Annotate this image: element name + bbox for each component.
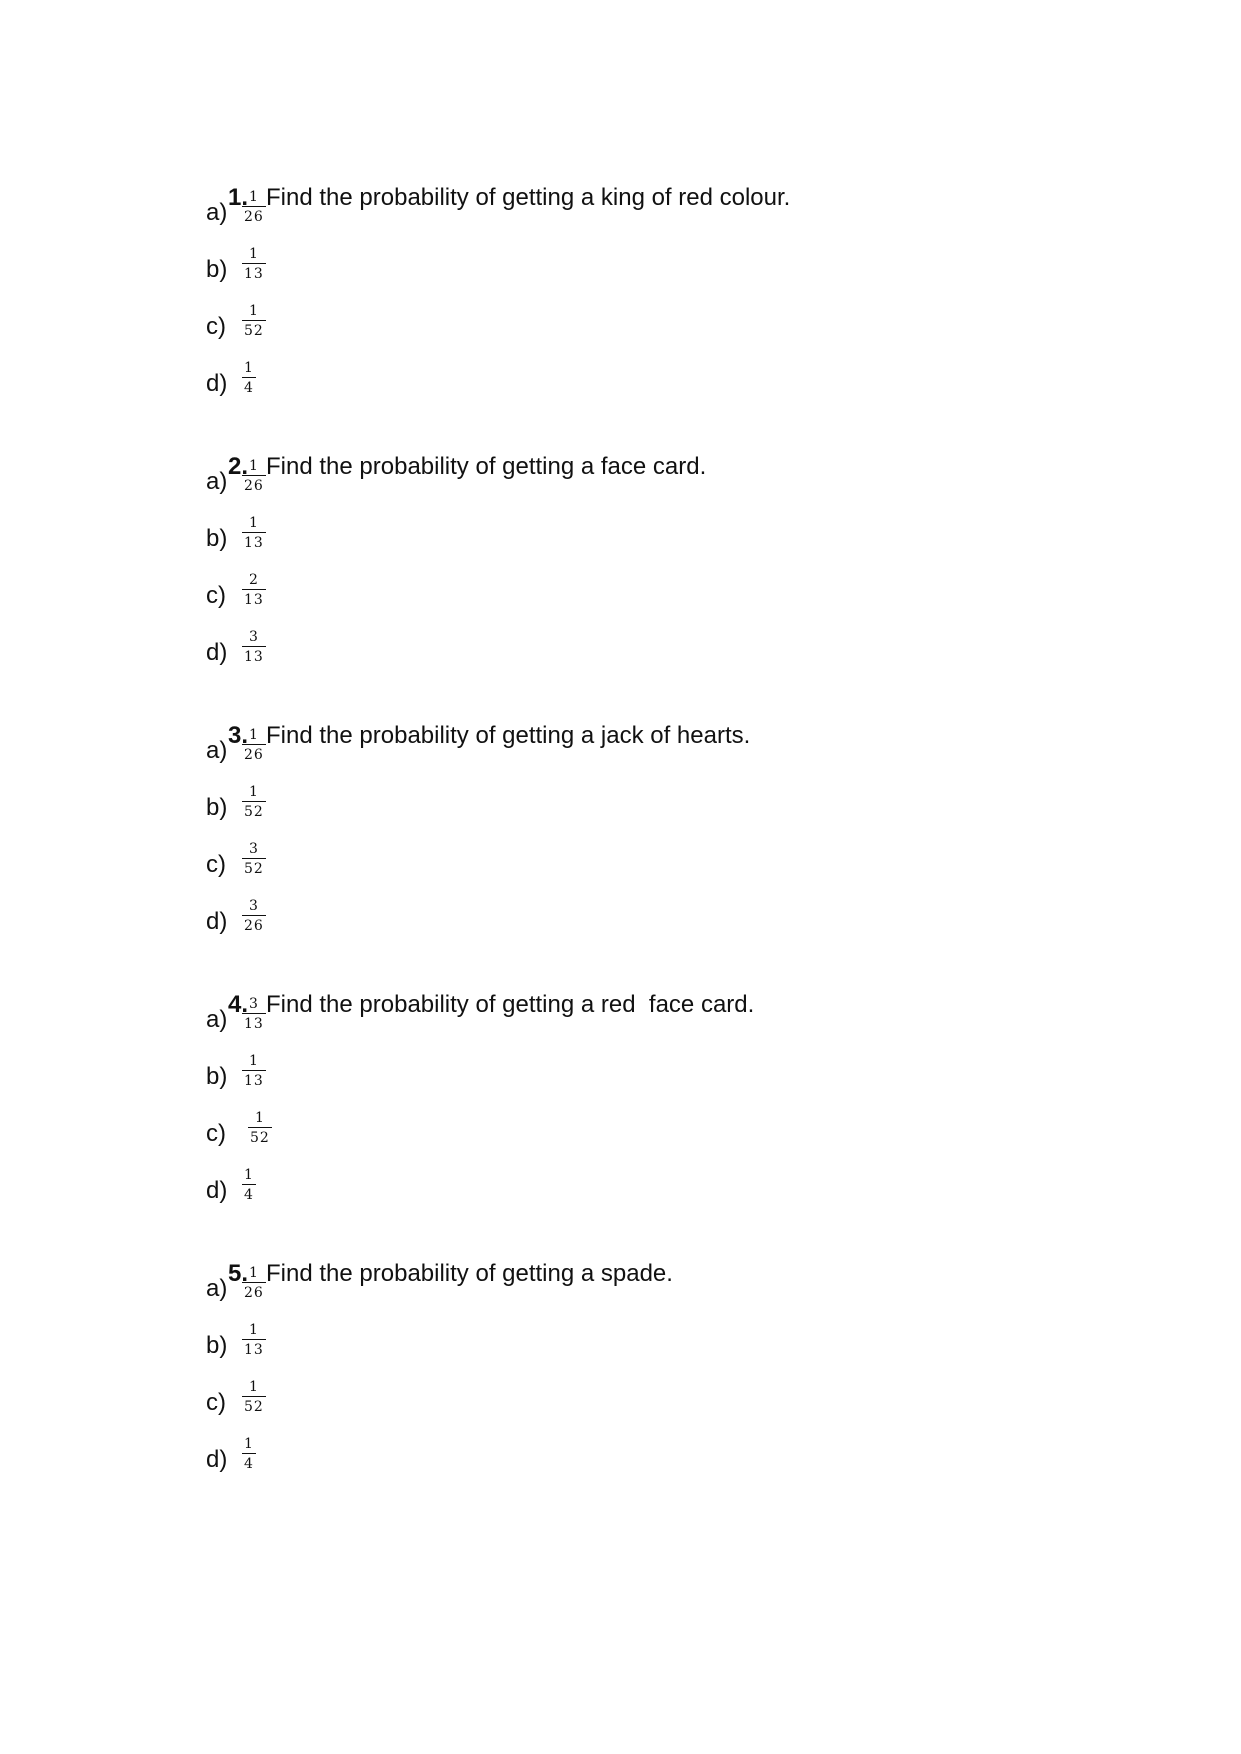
option-d: [188, 352, 1088, 409]
fraction: [242, 1264, 266, 1302]
option-letter: b): [206, 525, 228, 552]
fraction: [242, 188, 266, 226]
fraction: [242, 897, 266, 935]
numerator: 1: [248, 515, 259, 531]
numerator: 1: [244, 1436, 254, 1452]
numerator: 3: [248, 898, 259, 914]
option-letter: c): [206, 851, 226, 878]
numerator: 1: [248, 246, 259, 262]
numerator: 1: [248, 1053, 259, 1069]
question-text: Find the probability of getting a spade.: [266, 1260, 673, 1287]
option-letter: a): [206, 1275, 228, 1302]
numerator: 1: [244, 1167, 254, 1183]
option-a: [188, 719, 1088, 776]
option-a: [188, 450, 1088, 507]
option-d: [188, 621, 1088, 678]
denominator: 13: [242, 263, 266, 283]
option-letter: b): [206, 256, 228, 283]
option-letter: c): [206, 582, 226, 609]
numerator: 1: [248, 303, 259, 319]
option-d: [188, 890, 1088, 947]
option-c: [188, 1371, 1088, 1428]
fraction: [242, 995, 266, 1033]
fraction: [242, 302, 266, 340]
option-letter: a): [206, 1006, 228, 1033]
numerator: 1: [248, 727, 259, 743]
denominator: 13: [242, 532, 266, 552]
answer-options: [188, 181, 1088, 409]
denominator: 26: [242, 915, 266, 935]
fraction: [242, 359, 256, 397]
question-heading: [188, 416, 1088, 480]
option-letter: d): [206, 639, 228, 666]
option-letter: a): [206, 199, 228, 226]
question-heading: [188, 685, 1088, 749]
option-letter: b): [206, 1332, 228, 1359]
option-d: [188, 1159, 1088, 1216]
question-heading: [188, 954, 1088, 1018]
numerator: 3: [248, 996, 259, 1012]
question-5: [188, 1223, 1088, 1485]
denominator: 13: [242, 1013, 266, 1033]
denominator: 13: [242, 589, 266, 609]
denominator: 4: [242, 1453, 256, 1473]
fraction: [242, 726, 266, 764]
question-number: 2.: [228, 453, 249, 480]
question-3: [188, 685, 1088, 947]
numerator: 3: [248, 841, 259, 857]
option-b: [188, 507, 1088, 564]
denominator: 26: [242, 206, 266, 226]
answer-options: [188, 1257, 1088, 1485]
option-a: [188, 1257, 1088, 1314]
fraction: [248, 1109, 272, 1147]
option-b: [188, 238, 1088, 295]
fraction: [242, 840, 266, 878]
numerator: 1: [254, 1110, 265, 1126]
fraction: [242, 457, 266, 495]
question-number: 1.: [228, 184, 249, 211]
option-letter: d): [206, 370, 228, 397]
option-c: [188, 833, 1088, 890]
fraction: [242, 1378, 266, 1416]
fraction: [242, 1052, 266, 1090]
denominator: 52: [242, 801, 266, 821]
option-b: [188, 1045, 1088, 1102]
question-number: 5.: [228, 1260, 249, 1287]
denominator: 26: [242, 744, 266, 764]
denominator: 26: [242, 1282, 266, 1302]
question-text: Find the probability of getting a king of red colour.: [266, 184, 791, 211]
fraction: [242, 783, 266, 821]
denominator: 52: [242, 1396, 266, 1416]
denominator: 13: [242, 1339, 266, 1359]
denominator: 13: [242, 646, 266, 666]
denominator: 52: [242, 320, 266, 340]
numerator: 1: [248, 1379, 259, 1395]
option-letter: c): [206, 1389, 226, 1416]
option-d: [188, 1428, 1088, 1485]
option-letter: d): [206, 1446, 228, 1473]
fraction: [242, 628, 266, 666]
option-c: [188, 564, 1088, 621]
numerator: 3: [248, 629, 259, 645]
numerator: 1: [248, 1265, 259, 1281]
answer-options: [188, 450, 1088, 678]
fraction: [242, 514, 266, 552]
question-2: [188, 416, 1088, 678]
question-text: Find the probability of getting a face card.: [266, 453, 707, 480]
fraction: [242, 1435, 256, 1473]
option-letter: a): [206, 737, 228, 764]
fraction: [242, 571, 266, 609]
option-c: [188, 1102, 1088, 1159]
denominator: 13: [242, 1070, 266, 1090]
numerator: 2: [248, 572, 259, 588]
numerator: 1: [248, 784, 259, 800]
option-c: [188, 295, 1088, 352]
numerator: 1: [244, 360, 254, 376]
denominator: 4: [242, 1184, 256, 1204]
option-letter: d): [206, 908, 228, 935]
question-heading: [188, 1223, 1088, 1287]
option-a: [188, 988, 1088, 1045]
question-text: Find the probability of getting a red face card.: [266, 991, 755, 1018]
fraction: [242, 1166, 256, 1204]
denominator: 26: [242, 475, 266, 495]
option-b: [188, 1314, 1088, 1371]
option-letter: d): [206, 1177, 228, 1204]
option-letter: b): [206, 794, 228, 821]
question-text: Find the probability of getting a jack of hearts.: [266, 722, 751, 749]
denominator: 4: [242, 377, 256, 397]
fraction: [242, 245, 266, 283]
fraction: [242, 1321, 266, 1359]
question-4: [188, 954, 1088, 1216]
denominator: 52: [242, 858, 266, 878]
numerator: 1: [248, 458, 259, 474]
denominator: 52: [248, 1127, 272, 1147]
question-heading: [188, 147, 1088, 211]
answer-options: [188, 719, 1088, 947]
question-1: [188, 147, 1088, 409]
option-b: [188, 776, 1088, 833]
numerator: 1: [248, 189, 259, 205]
question-number: 4.: [228, 991, 249, 1018]
option-letter: c): [206, 1120, 226, 1147]
option-letter: c): [206, 313, 226, 340]
option-letter: b): [206, 1063, 228, 1090]
question-number: 3.: [228, 722, 249, 749]
answer-options: [188, 988, 1088, 1216]
option-letter: a): [206, 468, 228, 495]
option-a: [188, 181, 1088, 238]
numerator: 1: [248, 1322, 259, 1338]
